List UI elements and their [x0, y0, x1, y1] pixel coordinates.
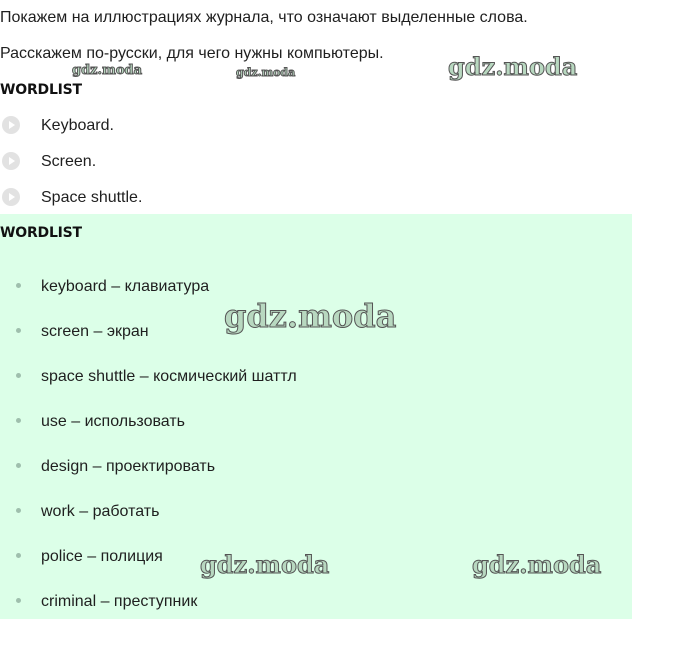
intro-text-line-2: Расскажем по-русски, для чего нужны компьютеры. [0, 45, 384, 62]
watermark: gdz.moda [200, 550, 330, 579]
bullet-icon [16, 508, 21, 513]
vocabulary-entry: screen – экран [41, 323, 149, 340]
audio-item-label: Space shuttle. [41, 189, 143, 206]
play-icon[interactable] [2, 116, 20, 134]
bullet-icon [16, 373, 21, 378]
play-icon[interactable] [2, 188, 20, 206]
watermark: gdz.moda [236, 66, 296, 79]
bullet-icon [16, 553, 21, 558]
watermark: gdz.moda [72, 63, 143, 78]
bullet-icon [16, 283, 21, 288]
wordlist-heading: WORDLIST [0, 225, 82, 241]
bullet-icon [16, 328, 21, 333]
watermark: gdz.moda [448, 52, 578, 81]
bullet-icon [16, 463, 21, 468]
audio-item-label: Keyboard. [41, 117, 114, 134]
watermark: gdz.moda [472, 550, 602, 579]
watermark: gdz.moda [224, 297, 397, 335]
vocabulary-entry: criminal – преступник [41, 593, 198, 610]
vocabulary-entry: keyboard – клавиатура [41, 278, 210, 295]
wordlist-panel [0, 214, 632, 619]
vocabulary-entry: space shuttle – космический шаттл [41, 368, 297, 385]
vocabulary-entry: work – работать [41, 503, 160, 520]
vocabulary-entry: design – проектировать [41, 458, 216, 475]
audio-item-label: Screen. [41, 153, 97, 170]
wordlist-heading: WORDLIST [0, 82, 82, 98]
bullet-icon [16, 418, 21, 423]
vocabulary-entry: use – использовать [41, 413, 185, 430]
play-icon[interactable] [2, 152, 20, 170]
intro-text-line-1: Покажем на иллюстрациях журнала, что означают выделенные слова. [0, 9, 528, 26]
vocabulary-entry: police – полиция [41, 548, 163, 565]
bullet-icon [16, 598, 21, 603]
